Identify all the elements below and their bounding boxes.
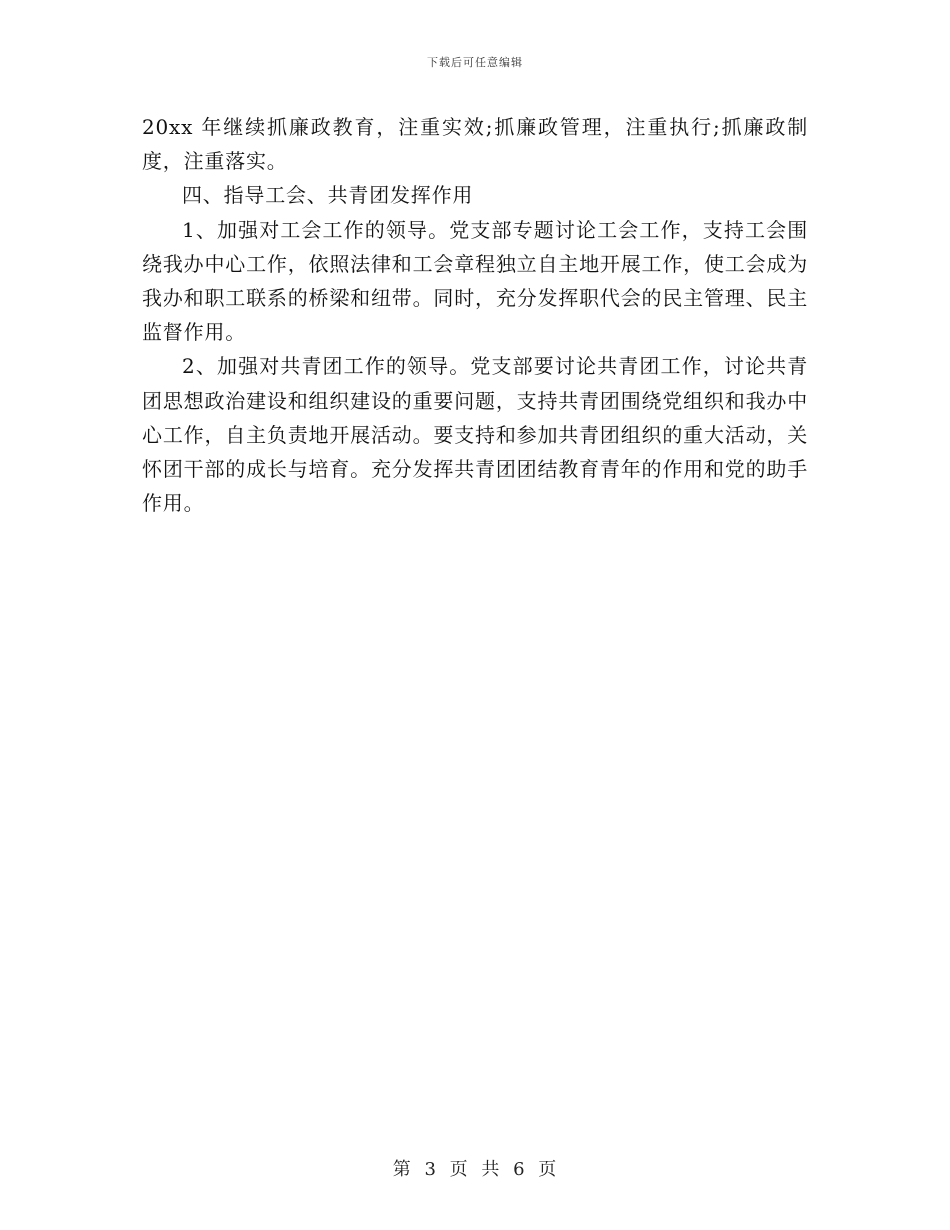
document-body [142, 110, 808, 520]
paragraph-continuation: 20xx 年继续抓廉政教育，注重实效;抓廉政管理，注重执行;抓廉政制度，注重落实。 [142, 115, 808, 174]
paragraph-youth-league-work: 2、加强对共青团工作的领导。党支部要讨论共青团工作，讨论共青团思想政治建设和组织建设的重要问题，支持共青团围绕党组织和我办中心工作，自主负责地开展活动。要支持和参加共青团组织的重大活动，关怀团干部的成长与培育。充分发挥共青团团结教育青年的作用和党的助手作用。 [142, 354, 808, 516]
page-header: 下载后可任意编辑 [427, 56, 523, 69]
paragraph-union-work: 1、加强对工会工作的领导。党支部专题讨论工会工作，支持工会围绕我办中心工作，依照法律和工会章程独立自主地开展工作，使工会成为我办和职工联系的桥梁和纽带。同时，充分发挥职代会的民主管理、民主监督作用。 [142, 217, 808, 345]
page-number: 第 3 页 共 6 页 [392, 1159, 558, 1180]
section-heading: 四、指导工会、共青团发挥作用 [182, 183, 474, 208]
